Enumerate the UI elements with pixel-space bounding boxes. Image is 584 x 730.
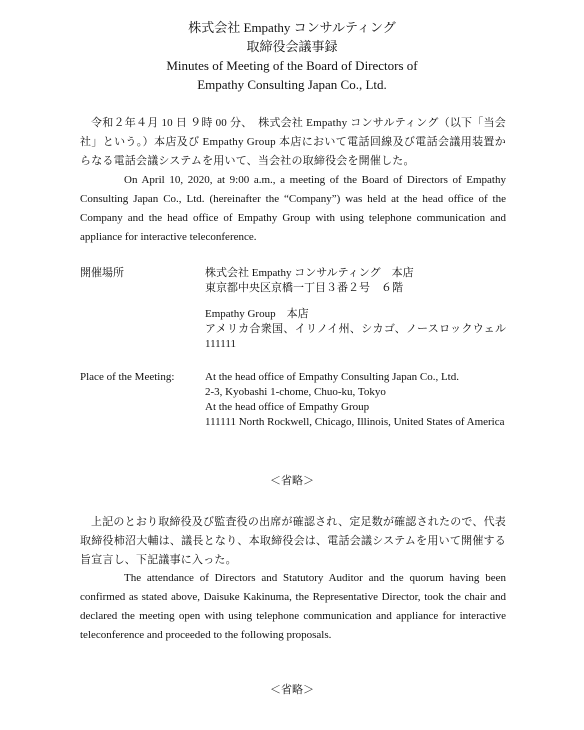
venue-jp-line-1: 株式会社 Empathy コンサルティング 本店: [205, 267, 414, 279]
venue-jp-value: [205, 266, 506, 352]
title-minutes-en: Minutes of Meeting of the Board of Directors of: [166, 58, 418, 73]
title-minutes-jp: 取締役会議事録: [246, 39, 338, 54]
venue-en-line-4: 111111 North Rockwell, Chicago, Illinois, United States of America: [205, 416, 505, 428]
venue-jp-line-4: アメリカ合衆国、イリノイ州、シカゴ、ノースロックウェル 111111: [205, 323, 506, 350]
document-title: [0, 18, 584, 94]
venue-jp-label: 開催場所: [80, 267, 124, 279]
venue-jp-line-2: 東京都中央区京橋一丁目３番２号 ６階: [205, 282, 403, 294]
venue-en-value: [205, 370, 506, 430]
intro-paragraph-jp: 令和２年４月 10 日 ９時 00 分、 株式会社 Empathy コンサルティング（以下「当会社」という。）本店及び Empathy Group 本店において電話回線及び電話会議用装置からなる電話会議システムを用いて、当会社の取締役会を開催した。: [80, 117, 506, 167]
venue-en-line-3: At the head office of Empathy Group: [205, 401, 370, 413]
venue-jp-line-3: Empathy Group 本店: [205, 308, 309, 320]
intro-paragraph-en: On April 10, 2020, at 9:00 a.m., a meeting of the Board of Directors of Empathy Consulting Japan Co., Ltd. (hereinafter the “Company”) was held at the head office of the Company and the head office of Empathy Group with using telephone communication and appliance for interactive teleconference.: [80, 174, 506, 243]
venue-en-line-1: At the head office of Empathy Consulting Japan Co., Ltd.: [205, 371, 459, 383]
attendance-paragraph-jp: 上記のとおり取締役及び監査役の出席が確認され、定足数が確認されたので、代表取締役柿沼大輔は、議長となり、本取締役会は、電話会議システムを用いて開催する旨宣言し、下記議事に入った。: [80, 516, 506, 566]
venue-en-label: Place of the Meeting:: [80, 371, 175, 383]
omitted-marker-1: ＜省略＞: [270, 475, 314, 487]
title-company-jp: 株式会社 Empathy コンサルティング: [188, 20, 396, 35]
attendance-paragraph-en: The attendance of Directors and Statutory Auditor and the quorum having been confirmed as stated above, Daisuke Kakinuma, the Representative Director, took the chair and declared the meeting open with using telephone communication and appliance for interactive teleconference and proceeded to the following proposals.: [80, 572, 506, 641]
omitted-marker-2: ＜省略＞: [270, 684, 314, 696]
title-company-en: Empathy Consulting Japan Co., Ltd.: [197, 77, 387, 92]
venue-en-line-2: 2-3, Kyobashi 1-chome, Chuo-ku, Tokyo: [205, 386, 386, 398]
